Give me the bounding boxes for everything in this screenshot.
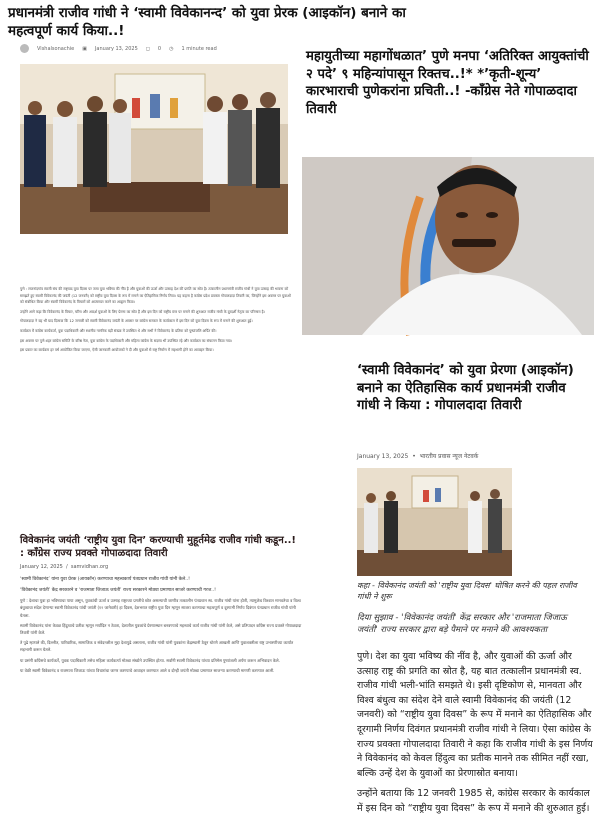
right-mid-dateline: [357, 452, 589, 460]
dateline-separator: /: [64, 564, 70, 570]
left-article-body: [20, 286, 292, 508]
article-meta: [20, 44, 320, 53]
body-paragraph: या वेळी स्वामी विवेकानंद व राजमाता जिजाऊ यांच्या विचारांचा जागर करण्याचे आवाहन करण्यात आले व दोन्ही जयंती मोठ्या प्रमाणात साजऱ्या करण्याची मागणी करण्यात आली.: [20, 667, 275, 673]
right-mid-date: January 13, 2025: [357, 453, 409, 460]
author-avatar: [20, 44, 29, 53]
intro-paragraph: ‘विवेकानंद जयंती’ केंद्र सरकारने व ‘राजमाता जिजाऊ जयंती’ राज्य सरकारने मोठ्या प्रमाणात साजरे करण्याची गरज..!: [20, 587, 216, 593]
body-paragraph: कार्यक्रम में कांग्रेस कार्यकर्ता, युवा पदाधिकारी और स्थानीय नागरिक बड़ी संख्या में उपस्थित थे और सभी ने विवेकानंद के प्रतिमा को पुष्पांजलि अर्पित की।: [20, 328, 217, 333]
right-mid-caption: कहा - विवेकानंद जयंती को 'राष्ट्रीय युवा दिवस' घोषित करने की पहल राजीव गांधी ने शुरू: [357, 581, 577, 601]
body-paragraph: पुणे : देशाचा युवा हा भविष्याचा पाया असून, युवकांची ऊर्जा व उत्साह राष्ट्राच्या प्रगतीचे स्रोत असल्याची जाणीव तत्कालीन पंतप्रधान स्व. राजीव गांधी यांना होती, त्यामुळेच विश्वात मानवतेचा व विश्व बंधुत्वाचा संदेश देणाऱ्या स्वामी विवेकानंद यांची जयंती (१२ जानेवारी) हा दिवस, देशभरात राष्ट्रीय युवा दिन म्हणून साजरा करण्याचा महत्वपूर्ण व दूरगामी निर्णय दिवंगत पंतप्रधान राजीव गांधी यांनी घेतला.: [20, 598, 301, 618]
body-paragraph: पुणे। देश का युवा भविष्य की नींव है, और युवाओं की ऊर्जा और उत्साह राष्ट्र की प्रगति का स्रोत है, यह बात तत्कालीन प्रधानमंत्री स्व. राजीव गांधी भली-भांति समझते थे। इसी दृष्टिकोण से, मानवता और विश्व बंधुत्व का संदेश देने वाले स्वामी विवेकानंद की जयंती (12 जनवरी) को “राष्ट्रीय युवा दिवस” के रूप में मनाने का ऐतिहासिक और दूरगामी निर्णय दिवंगत प्रधानमंत्री राजीव गांधी ने लिया। ऐसा कांग्रेस के राज्य प्रवक्ता गोपालदादा तिवारी ने कहा कि राजीव गांधी के इस निर्णय ने विवेकानंद को केवल हिंदुत्व का प्रतीक मानने तक सीमित नहीं रखा, बल्कि उन्हें देश के युवाओं का प्रेरणास्रोत बनाया।: [357, 651, 593, 779]
comment-icon: ◻: [145, 45, 150, 52]
read-time: 1 minute read: [181, 45, 217, 52]
right-mid-body: [357, 650, 593, 814]
intro-paragraph: ‘स्वामी विवेकानंद’ यांना युवा प्रेरक (आयकॉन) करण्याचा महत्त्वकार्य पंतप्रधान राजीव गांधी यांनी केले..!: [20, 577, 191, 582]
body-paragraph: इस अवसर पर पुणे शहर कांग्रेस समिति के वरिष्ठ नेता, युवा कांग्रेस के पदाधिकारी और महिला कांग्रेस के सदस्य भी उपस्थित रहे और कार्यक्रम का संचालन किया गया।: [20, 338, 233, 343]
body-paragraph: पुणे : राजनांदगांव स्वामी संघ की राष्ट्रवाद युवा दिवस पर जमा युवा भविष्य की नींव है और युवाओं की ऊर्जा और उत्साह देश की प्रगति का स्रोत है। तत्कालीन प्रधानमंत्री राजीव गांधी ने युवा उत्साह की भावना को समझते हुए स्वामी विवेकानंद की जयंती (12 जनवरी) को राष्ट्रीय युवा दिवस के रूप में मनाने का ऐतिहासिक निर्णय लिया। यह कहना है कांग्रेस प्रदेश प्रवक्ता गोपालदादा तिवारी का, जिन्होंने इस अवसर पर युवाओं को संबोधित किया और स्वामी विवेकानंद के विचारों को आत्मसात करने का आह्वान किया।: [20, 287, 291, 305]
body-paragraph: इस प्रकार का कार्यक्रम हर वर्ष आयोजित किया जाएगा, ऐसी जानकारी आयोजकों ने दी और युवाओं से राष्ट्र निर्माण में सहभागी होने का आवाहन किया।: [20, 348, 214, 353]
body-paragraph: गोपालदादा ने यह भी याद दिलाया कि 12 जनवरी को स्वामी विवेकानंद जयंती के अवसर पर कांग्रेस सरकार के कार्यकाल में इस दिन को युवा दिवस के रूप में मनाने की शुरुआत हुई।: [20, 319, 253, 324]
body-paragraph: स्वामी विवेकानंद यांना केवळ हिंदुत्वाचे प्रतीक म्हणून मर्यादित न ठेवता, देशातील युवकांचे प्रेरणास्थान बनवण्याचे महत्त्वाचे कार्य राजीव गांधी यांनी केले, असे प्रतिपादन कॉंग्रेस राज्य प्रवक्ते गोपाळदादा तिवारी यांनी केले.: [20, 622, 302, 635]
right-mid-headline[interactable]: ‘स्वामी विवेकानंद’ को युवा प्रेरणा (आइकॉन) बनाने का ऐतिहासिक कार्य प्रधानमंत्री राजीव गांधी ने किया : गोपालदादा तिवारी: [357, 363, 574, 413]
left-bottom-headline[interactable]: विवेकानंद जयंती ‘राष्ट्रीय युवा दिन’ करण्याची मुहूर्तमेढ राजीव गांधी कडून..! : कॉंग्रेस राज्य प्रवक्ते गोपाळदादा तिवारी: [20, 535, 296, 559]
clock-icon: ◷: [169, 45, 174, 52]
dateline-separator: •: [410, 453, 418, 460]
group-photo-right: [357, 468, 512, 576]
left-bottom-source: samvidhan.org: [70, 564, 109, 570]
left-bottom-body: [20, 576, 302, 796]
portrait-photo: [302, 157, 594, 335]
body-paragraph: उन्होंने आगे कहा कि विवेकानंद के विचार, चरित्र और आदर्श युवाओं के लिए प्रेरणा का स्रोत हैं और इस दिन को राष्ट्रीय स्तर पर मनाने की शुरुआत राजीव गांधी के दूरदर्शी नेतृत्व का परिणाम है।: [20, 309, 265, 314]
right-top-headline[interactable]: महायुतीच्या महागोंधळात’ पुणे मनपा ‘अतिरिक्त आयुक्तांची २ पदे’ ९ महिन्यांपासून रिक्तच..!* *’कृती-शून्य’ कारभाराची पुणेकरांना प्रचिती..! -कॉंग्रेस नेते गोपाळदादा तिवारी: [306, 49, 589, 117]
left-bottom-date: January 12, 2025: [20, 564, 63, 570]
comment-count[interactable]: 0: [157, 45, 162, 52]
calendar-icon: ▣: [82, 45, 87, 52]
group-photo-top: [20, 64, 288, 234]
right-mid-subhead: दिया सुझाव - 'विवेकानंद जयंती' केंद्र सरकार और 'राजमाता जिजाऊ जयंती' राज्य सरकार द्वारा बड़े पैमाने पर मनाने की आवश्यकता: [357, 613, 567, 635]
article-date: January 13, 2025: [94, 45, 138, 52]
left-article-title[interactable]: प्रधानमंत्री राजीव गांधी ने ‘स्वामी विवेकानन्द’ को युवा प्रेरक (आइकॉन) बनाने का महत्वपूर्ण कार्य किया..!: [8, 5, 406, 39]
body-paragraph: या प्रसंगी कॉंग्रेसचे कार्यकर्ते, युवक पदाधिकारी तसेच महिला कार्यकर्त्या मोठ्या संख्येने उपस्थित होत्या. सर्वांनी स्वामी विवेकानंद यांच्या प्रतिमेस पुष्पांजली अर्पण करून अभिवादन केले.: [20, 657, 280, 663]
author-name[interactable]: Vishalsonachie: [37, 45, 75, 52]
left-bottom-dateline: [20, 564, 298, 570]
right-mid-source: भारतीय प्रवास न्यूज नेटवर्क: [419, 453, 479, 460]
body-paragraph: उन्होंने बताया कि 12 जनवरी 1985 से, कांग्रेस सरकार के कार्यकाल में इस दिन को “राष्ट्रीय युवा दिवस” के रूप में मनाने की शुरुआत हुई।: [357, 788, 590, 814]
body-paragraph: ते पुढे म्हणाले की, दिल्लीत, पारिवारिक, सामाजिक व संवेदनशील मुद्दा देशापुढे असताना, राजीव गांधी यांनी युवकांना केंद्रस्थानी ठेवून धोरणे आखली आणि युवाशक्तीला राष्ट्र उभारणीच्या कार्यात सहभागी करून घेतले.: [20, 640, 294, 653]
